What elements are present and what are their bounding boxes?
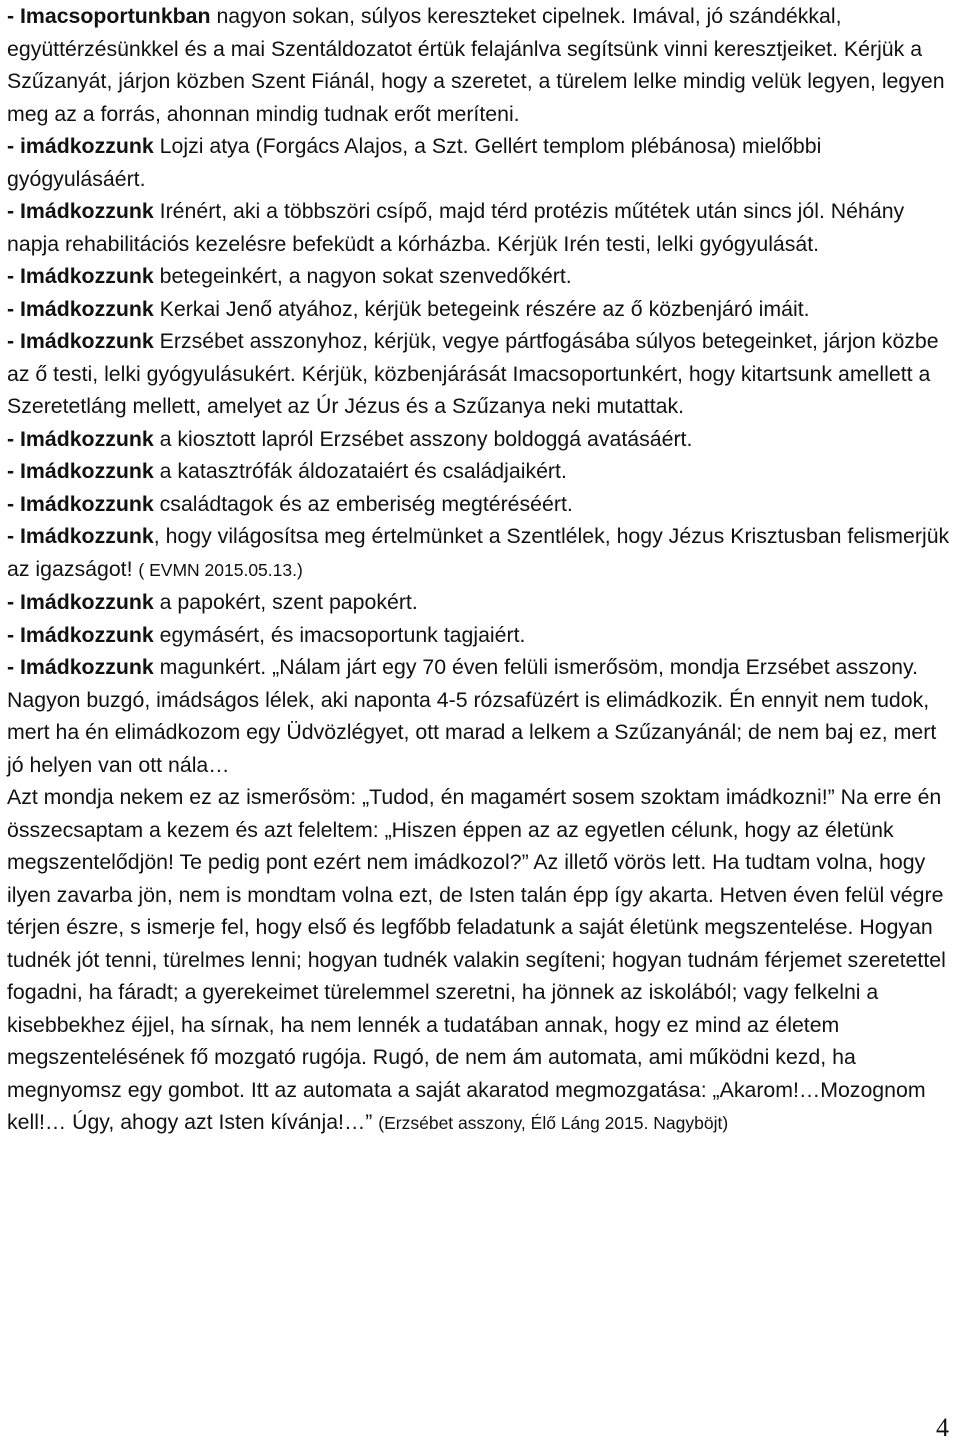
paragraph [7,195,955,260]
paragraph-text: Erzsébet asszonyhoz, kérjük, vegye pártfogásába súlyos betegeinket, járjon közbe az ő testi, lelki gyógyulásukért. Kérjük, közbenjárását Imacsoportunkért, hogy kitartsunk amellett a Szeretetláng mellett, amelyet az Úr Jézus és a Szűzanya neki mutattak. [7,329,939,418]
page-number: 4 [936,1413,949,1442]
paragraph-text: családtagok és az emberiség megtéréséért. [153,491,573,516]
prayer-lead: - imádkozzunk [7,134,154,158]
paragraph-text: Irénért, aki a többszöri csípő, majd térd protézis műtétek után sincs jól. Néhány napja rehabilitációs kezelésre befeküdt a kórházba. Kérjük Irén testi, lelki gyógyulását. [7,199,905,256]
citation-text: ( EVMN 2015.05.13.) [138,559,303,580]
paragraph [7,651,955,781]
paragraph-text: , hogy világosítsa meg értelmünket a Szentlélek, hogy Jézus Krisztusban felismerjük az igazságot! [7,524,950,581]
paragraph-text: egymásért, és imacsoportunk tagjaiért. [153,622,526,647]
prayer-lead: - Imádkozzunk [7,264,154,288]
prayer-lead: - Imádkozzunk [7,622,154,647]
document-body [7,0,955,1140]
prayer-lead: - Imádkozzunk [7,491,154,516]
paragraph [7,488,955,521]
paragraph-text: Lojzi atya (Forgács Alajos, a Szt. Gellért templom plébánosa) mielőbbi gyógyulásáért. [7,134,822,191]
paragraph-text: Azt mondja nekem ez az ismerősöm: „Tudod, én magamért sosem szoktam imádkozni!” Na erre én összecsaptam a kezem és azt feleltem: „Hiszen éppen az az egyetlen célunk, hogy az életünk megszentelődjön! Te pedig pont ezért nem imádkozol?” Az illető vörös lett. Ha tudtam volna, hogy ilyen zavarba jön, nem is mondtam volna ezt, de Isten talán épp így akarta. Hetven éven felül végre térjen észre, s ismerje fel, hogy első és legfőbb feladatunk a saját életünk megszentelése. Hogyan tudnék jót tenni, türelmes lenni; hogyan tudnék valakin segíteni; hogyan tudnám férjemet szeretettel fogadni, ha fáradt; a gyerekeimet türelemmel szeretni, ha jönnek az iskolából; vagy felkelni a kisebbekhez éjjel, ha sírnak, ha nem lennék a tudatában annak, hogy ez mind az életem megszentelésének fő mozgató rugója. Rugó, de nem ám automata, ami működni kezd, ha megnyomsz egy gombot. Itt az automata a saját akaratod megmozgatása: „Akarom!…Mozognom kell!… Úgy, ahogy azt Isten kívánja!…” [7,785,946,1134]
paragraph-text: magunkért. „Nálam járt egy 70 éven felüli ismerősöm, mondja Erzsébet asszony. Nagyon buzgó, imádságos lélek, aki naponta 4-5 rózsafüzért is elimádkozik. Én ennyit nem tudok, mert ha én elimádkozom egy Üdvözlégyet, ott marad a lelkem a Szűzanyánál; de nem baj ez, mert jó helyen van ott nála… [7,655,937,777]
paragraph-text: a papokért, szent papokért. [153,590,418,614]
prayer-lead: - Imádkozzunk [7,655,154,679]
prayer-lead: - Imádkozzunk [7,524,154,548]
prayer-lead: - Imádkozzunk [7,199,154,223]
citation-text: (Erzsébet asszony, Élő Láng 2015. Nagyböjt) [378,1113,729,1133]
prayer-lead: - Imádkozzunk [7,329,154,353]
paragraph [7,293,955,326]
paragraph [7,586,955,619]
paragraph-text: betegeinkért, a nagyon sokat szenvedőkért. [153,264,572,288]
paragraph [7,520,955,586]
paragraph [7,260,955,293]
paragraph-text: a kiosztott lapról Erzsébet asszony boldoggá avatásáért. [153,426,693,451]
paragraph-text: a katasztrófák áldozataiért és családjaikért. [153,459,567,483]
paragraph [7,325,955,423]
paragraph [7,781,955,1140]
paragraph [7,130,955,195]
paragraph [7,0,955,130]
prayer-lead: - Imádkozzunk [7,459,154,483]
paragraph [7,423,955,456]
prayer-lead: - Imádkozzunk [7,426,154,451]
paragraph [7,455,955,488]
paragraph-text: nagyon sokan, súlyos kereszteket cipelnek. Imával, jó szándékkal, együttérzésünkkel és a mai Szentáldozatot értük felajánlva segítsünk vinni keresztjeiket. Kérjük a Szűzanyát, járjon közben Szent Fiánál, hogy a szeretet, a türelem lelke mindig velük legyen, legyen meg az a forrás, ahonnan mindig tudnak erőt meríteni. [7,4,945,126]
prayer-lead: - Imádkozzunk [7,296,154,321]
prayer-lead: - Imádkozzunk [7,590,154,614]
prayer-lead: - Imacsoportunkban [7,4,211,28]
paragraph [7,619,955,652]
paragraph-text: Kerkai Jenő atyához, kérjük betegeink részére az ő közbenjáró imáit. [153,296,810,321]
